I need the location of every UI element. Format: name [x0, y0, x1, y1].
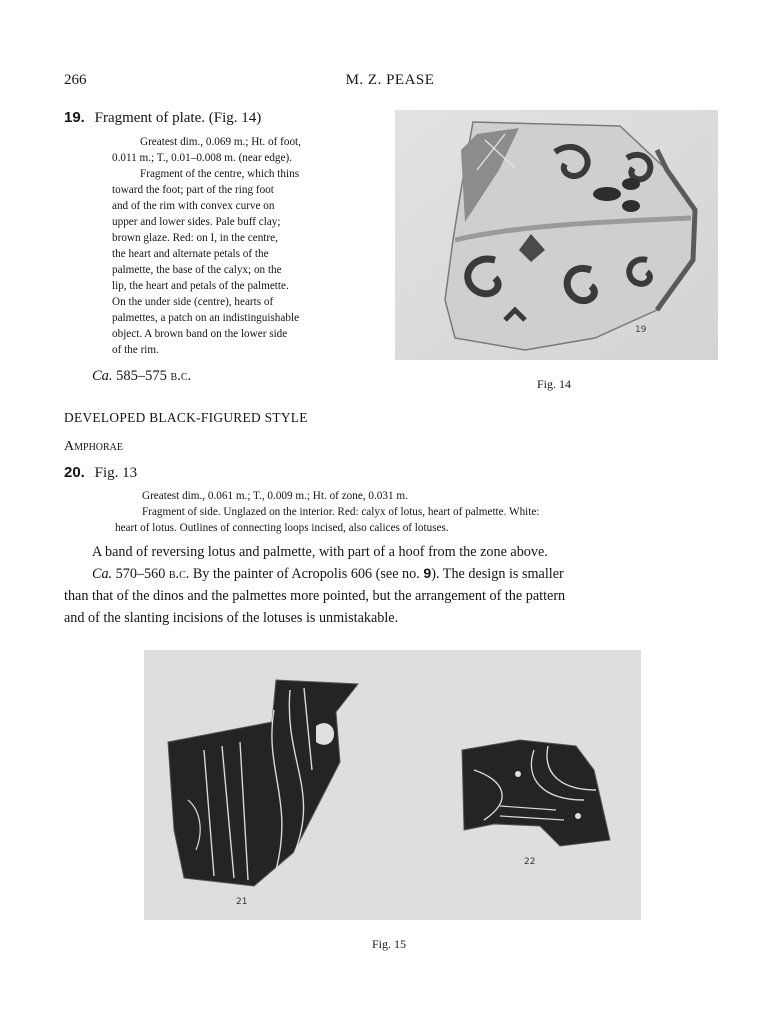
desc-line: lip, the heart and petals of the palmette.: [112, 280, 289, 292]
desc-line: Fragment of the centre, which thins: [140, 168, 300, 180]
para2-line-1: [64, 563, 720, 585]
desc-line: On the under side (centre), hearts of: [112, 296, 274, 308]
entry-20-dimensions: Greatest dim., 0.061 m.; T., 0.009 m.; Ht. of zone, 0.031 m.: [142, 490, 408, 502]
fig-14-sherd-illustration: [395, 110, 718, 360]
desc-line: brown glaze. Red: on I, in the centre,: [112, 232, 278, 244]
fig-14-photo-label: 19: [635, 325, 647, 335]
fig-14-photo: [395, 110, 718, 360]
entry-20-paragraph-2: [64, 563, 720, 629]
desc-line: palmettes, a patch on an indistinguishable: [112, 312, 300, 324]
entry-19-date: [92, 368, 191, 385]
desc-line: of the rim.: [112, 344, 159, 356]
entry-19-title: Fragment of plate. (Fig. 14): [94, 110, 262, 126]
entry-20-paragraph-1: A band of reversing lotus and palmette, with part of a hoof from the zone above.: [92, 544, 548, 560]
entry-19-heading: [64, 109, 261, 127]
subheading-amphorae: Amphorae: [64, 439, 124, 454]
fig-15-sherds-illustration: [144, 650, 641, 920]
date-bc: b.c.: [170, 368, 192, 384]
para2-ref: 9: [423, 566, 432, 582]
entry-19-dimensions: [112, 134, 372, 166]
page-number: 266: [64, 72, 87, 88]
running-title: M. Z. PEASE: [345, 72, 435, 88]
section-heading: DEVELOPED BLACK-FIGURED STYLE: [64, 410, 308, 425]
entry-20-heading: [64, 464, 137, 482]
para2-text-end: ). The design is smaller: [431, 566, 564, 582]
fig-15-caption: Fig. 15: [372, 937, 407, 951]
para2-line-3: and of the slanting incisions of the lotuses is unmistakable.: [64, 610, 399, 626]
fig-14-caption: Fig. 14: [537, 377, 572, 391]
entry-20-title: Fig. 13: [94, 465, 138, 481]
date-range: 585–575: [116, 368, 167, 384]
desc-line: object. A brown band on the lower side: [112, 328, 288, 340]
para2-text: By the painter of Acropolis 606 (see no.: [192, 566, 420, 582]
date-ca: Ca.: [92, 368, 113, 384]
para2-range: 570–560: [115, 566, 166, 582]
entry-20-desc-line-1: Fragment of side. Unglazed on the interior. Red: calyx of lotus, heart of palmette. White:: [142, 506, 540, 518]
fig-15-photo: [144, 650, 641, 920]
entry-19-dims-line-2: 0.011 m.; T., 0.01–0.008 m. (near edge).: [112, 152, 292, 164]
desc-line: toward the foot; part of the ring foot: [112, 184, 274, 196]
entry-19-number: 19.: [64, 109, 85, 126]
desc-line: the heart and alternate petals of the: [112, 248, 269, 260]
entry-19-description: [112, 166, 372, 358]
entry-19-dims-line-1: Greatest dim., 0.069 m.; Ht. of foot,: [140, 136, 301, 148]
entry-20-number: 20.: [64, 464, 85, 481]
fig-15-label-22: 22: [524, 857, 536, 867]
fig-15-label-21: 21: [236, 897, 248, 907]
desc-line: and of the rim with convex curve on: [112, 200, 275, 212]
entry-20-description: [115, 504, 723, 536]
desc-line: upper and lower sides. Pale buff clay;: [112, 216, 281, 228]
entry-20-desc-line-2: heart of lotus. Outlines of connecting loops incised, also calices of lotuses.: [115, 522, 449, 534]
desc-line: palmette, the base of the calyx; on the: [112, 264, 282, 276]
para2-bc: b.c.: [168, 566, 190, 582]
para2-line-2: than that of the dinos and the palmettes more pointed, but the arrangement of the pattern: [64, 588, 566, 604]
para2-ca: Ca.: [92, 566, 113, 582]
